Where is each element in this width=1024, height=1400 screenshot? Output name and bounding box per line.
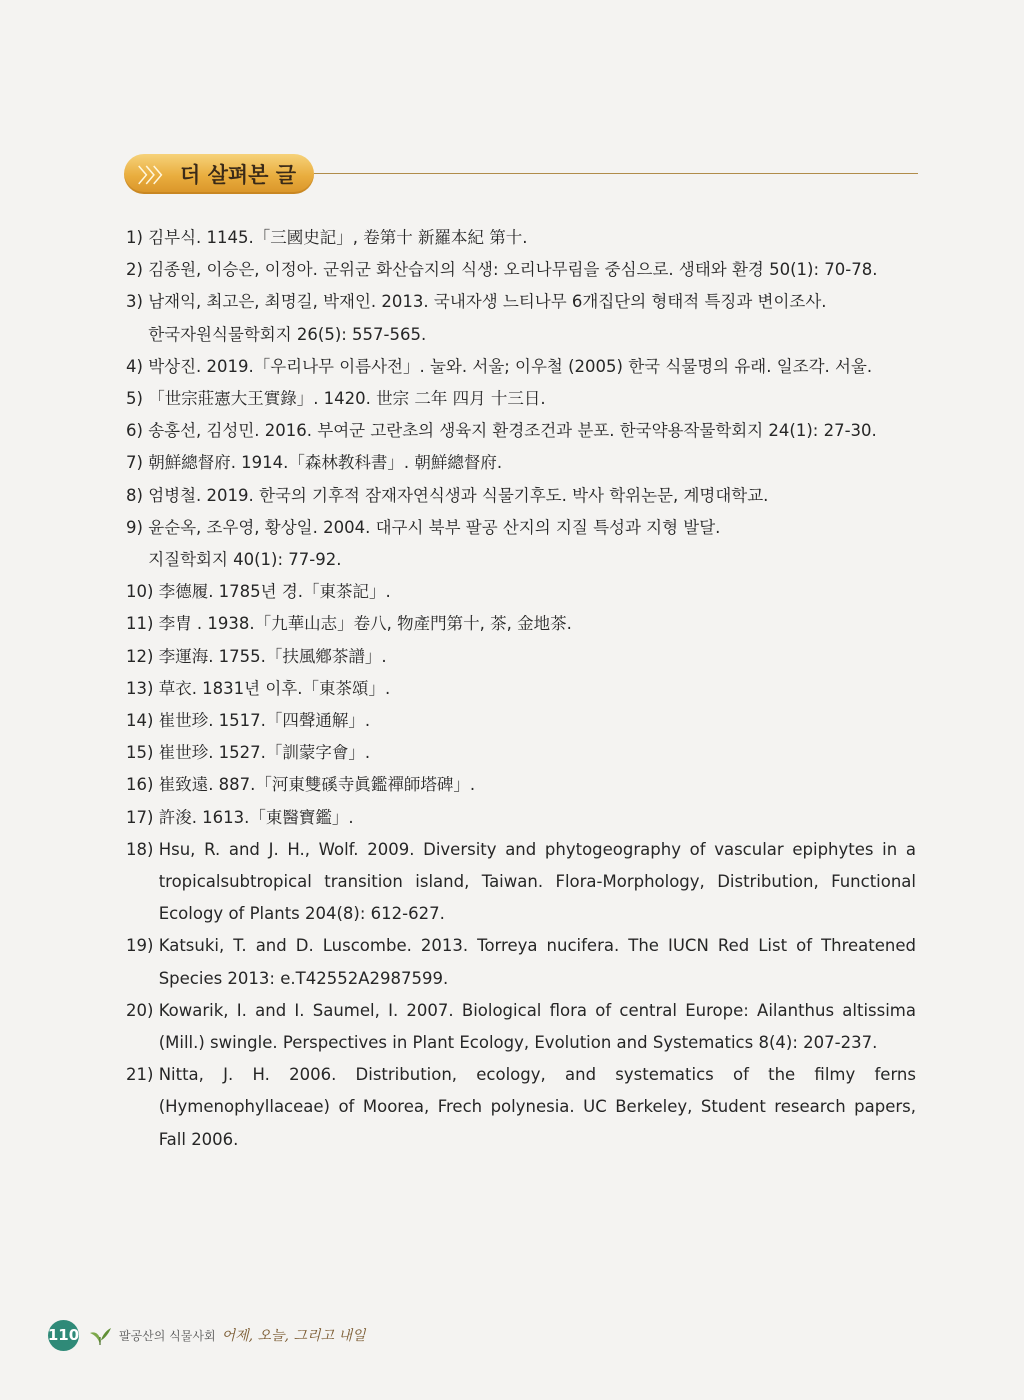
reference-number: 10)	[126, 582, 159, 602]
reference-number: 5)	[126, 389, 149, 409]
reference-item	[126, 995, 916, 1059]
reference-item	[126, 286, 916, 350]
reference-item	[126, 737, 916, 769]
section-title: 더 살펴본 글	[180, 163, 297, 187]
reference-number: 6)	[126, 421, 149, 441]
reference-number: 19)	[126, 936, 159, 956]
reference-number: 18)	[126, 839, 159, 859]
reference-text: 朝鮮總督府. 1914.「森林教科書」. 朝鮮總督府.	[148, 453, 503, 473]
reference-text: 崔世珍. 1527.「訓蒙字會」.	[158, 743, 371, 763]
reference-text: 崔世珍. 1517.「四聲通解」.	[158, 711, 371, 731]
page-footer	[48, 1318, 366, 1352]
reference-number: 21)	[126, 1065, 159, 1085]
reference-text: 許浚. 1613.「東醫寶鑑」.	[158, 807, 354, 827]
reference-number: 9)	[126, 517, 149, 537]
reference-number: 12)	[126, 646, 159, 666]
reference-list	[126, 222, 916, 1156]
reference-item	[126, 351, 916, 383]
reference-number: 14)	[126, 711, 159, 731]
reference-item	[126, 769, 916, 801]
reference-number: 8)	[126, 485, 149, 505]
reference-item	[126, 705, 916, 737]
section-title-badge	[124, 154, 314, 194]
reference-number: 20)	[126, 1000, 159, 1020]
reference-text: 김부식. 1145.「三國史記」, 卷第十 新羅本紀 第十.	[148, 228, 528, 247]
reference-item	[126, 222, 916, 254]
reference-item	[126, 673, 916, 705]
chevrons-icon: 〉〉〉	[138, 164, 171, 187]
reference-item	[126, 512, 916, 576]
reference-text: 李運海. 1755.「扶風鄕茶譜」.	[158, 646, 387, 666]
reference-text: Katsuki, T. and D. Luscombe. 2013. Torreya nucifera. The IUCN Red List of Threatened Species 2013: e.T42552A2987599.	[158, 936, 916, 988]
reference-number: 7)	[126, 453, 149, 473]
reference-text: 「世宗莊憲大王實錄」. 1420. 世宗 二年 四月 十三日.	[148, 389, 546, 409]
reference-text: 草衣. 1831년 이후.「東茶頌」.	[158, 678, 391, 698]
reference-text: 김종원, 이승은, 이정아. 군위군 화산습지의 식생: 오리나무림을 중심으로. 생태와 환경 50(1): 70-78.	[148, 260, 878, 280]
reference-item	[126, 254, 916, 286]
reference-number: 4)	[126, 356, 149, 376]
reference-item	[126, 415, 916, 447]
page-number: 110	[48, 1320, 79, 1351]
reference-text: 崔致遠. 887.「河東雙磎寺眞鑑禪師塔碑」.	[158, 775, 476, 795]
reference-number: 17)	[126, 807, 159, 827]
series-title: 어제, 오늘, 그리고 내일	[221, 1328, 366, 1344]
reference-number: 11)	[126, 614, 159, 634]
reference-text: 남재익, 최고은, 최명길, 박재인. 2013. 국내자생 느티나무 6개집단의 형태적 특징과 변이조사. 한국자원식물학회지 26(5): 557-565.	[148, 292, 827, 344]
reference-text: 李德履. 1785년 경.「東茶記」.	[158, 582, 391, 602]
reference-item	[126, 641, 916, 673]
reference-item	[126, 383, 916, 415]
section-divider	[314, 173, 918, 174]
reference-item	[126, 802, 916, 834]
section-header	[124, 154, 918, 194]
reference-item	[126, 480, 916, 512]
reference-text: 박상진. 2019.「우리나무 이름사전」. 눌와. 서울; 이우철 (2005) 한국 식물명의 유래. 일조각. 서울.	[148, 356, 873, 376]
reference-text: Kowarik, I. and I. Saumel, I. 2007. Biological flora of central Europe: Ailanthus altissima (Mill.) swingle. Perspectives in Plant Ecology, Evolution and Systematics 8(4): 207-237.	[158, 1000, 916, 1053]
reference-number: 1)	[126, 228, 149, 247]
reference-item	[126, 1059, 916, 1156]
reference-number: 16)	[126, 775, 159, 795]
reference-item	[126, 930, 916, 994]
reference-text: 윤순옥, 조우영, 황상일. 2004. 대구시 북부 팔공 산지의 지질 특성과 지형 발달. 지질학회지 40(1): 77-92.	[148, 517, 721, 570]
reference-text: 李胄 . 1938.「九華山志」卷八, 物產門第十, 茶, 金地茶.	[158, 614, 572, 634]
reference-number: 3)	[126, 292, 149, 312]
reference-item	[126, 608, 916, 640]
reference-text: Hsu, R. and J. H., Wolf. 2009. Diversity and phytogeography of vascular epiphytes in a tropicalsubtropical transition island, Taiwan. Flora-Morphology, Distribution, Functional Ecology of Plants 204(8): 612-627.	[158, 839, 916, 924]
reference-text: 엄병철. 2019. 한국의 기후적 잠재자연식생과 식물기후도. 박사 학위논문, 계명대학교.	[148, 485, 769, 505]
leaf-icon	[87, 1323, 113, 1347]
book-title: 팔공산의 식물사회	[119, 1328, 216, 1343]
reference-number: 13)	[126, 678, 159, 698]
reference-number: 15)	[126, 743, 159, 763]
reference-text: 송홍선, 김성민. 2016. 부여군 고란초의 생육지 환경조건과 분포. 한국약용작물학회지 24(1): 27-30.	[148, 421, 877, 441]
reference-item	[126, 447, 916, 479]
reference-text: Nitta, J. H. 2006. Distribution, ecology, and systematics of the filmy ferns (Hymenophyllaceae) of Moorea, Frech polynesia. UC Berkeley, Student research papers, Fall 2006.	[158, 1065, 916, 1149]
reference-item	[126, 834, 916, 931]
reference-number: 2)	[126, 260, 149, 280]
reference-item	[126, 576, 916, 608]
